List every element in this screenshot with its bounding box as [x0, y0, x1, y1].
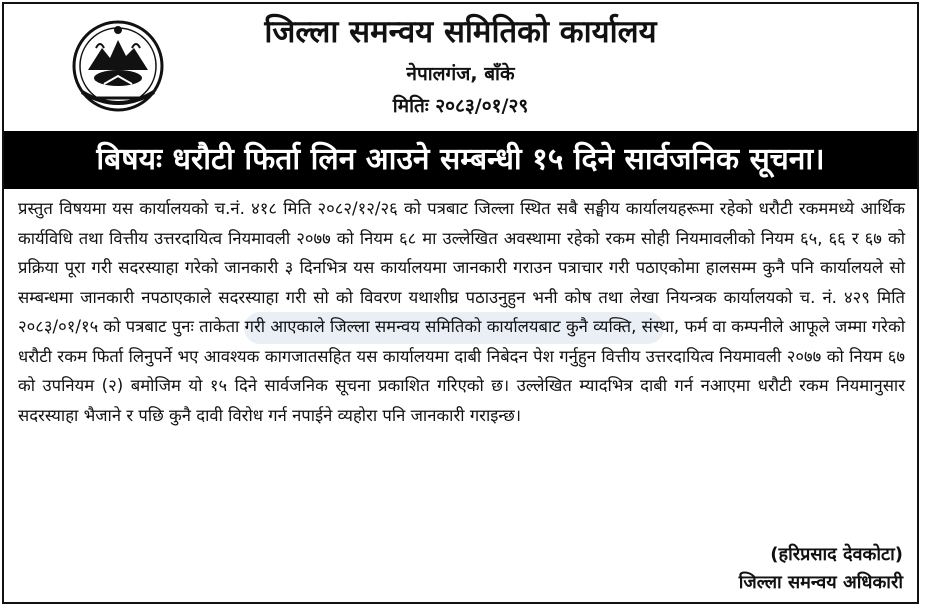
signatory-title: जिल्ला समन्वय अधिकारी — [738, 572, 903, 593]
office-title: जिल्ला समन्वय समितिको कार्यालय — [264, 14, 657, 50]
notice-header — [4, 4, 917, 130]
notice-date: मितिः २०८३/०१/२९ — [392, 95, 529, 117]
office-location: नेपालगंज, बाँके — [406, 63, 515, 85]
notice-body: प्रस्तुत विषयमा यस कार्यालयको च.नं. ४१८ मिति २०८२/१२/२६ को पत्रबाट जिल्ला स्थित सबै सङ्घीय कार्यालयहरूमा रहेको धरौटी रकममध्ये आर्थिक कार्यविधि तथा वित्तीय उत्तरदायित्व नियमावली २०७७ को नियम ६८ मा उल्लेखित अवस्थामा रहेको रकम सोही नियमावलीको नियम ६५, ६६ र ६७ को प्रक्रिया पूरा गरी सदरस्याहा गरेको जानकारी ३ दिनभित्र यस कार्यालयमा जानकारी गराउन पत्राचार गरी पठाएकोमा हालसम्म कुनै पनि कार्यालयले सो सम्बन्धमा जानकारी नपठाएकाले सदरस्याहा गरी सो को विवरण यथाशीघ्र पठाउनुहुन भनी कोष तथा लेखा नियन्त्रक कार्यालयको च. नं. ४२९ मिति २०८३/०१/१५ को पत्रबाट पुनः ताकेता गरी आएकाले जिल्ला समन्वय समितिको कार्यालयबाट कुनै व्यक्ति, संस्था, फर्म वा कम्पनीले आफूले जम्मा गरेको धरौटी रकम फिर्ता लिनुपर्ने भए आवश्यक कागजातसहित यस कार्यालयमा दाबी निबेदन पेश गर्नुहुन वित्तीय उत्तरदायित्व नियमावली २०७७ को नियम ६७ को उपनियम (२) बमोजिम यो १५ दिने सार्वजनिक सूचना प्रकाशित गरिएको छ। उल्लेखित म्यादभित्र दाबी गर्न नआएमा धरौटी रकम नियमानुसार सदरस्याहा भैजाने र पछि कुनै दावी विरोध गर्न नपाईने व्यहोरा पनि जानकारी गराइन्छ। — [18, 199, 905, 425]
notice-frame — [2, 2, 919, 604]
subject-heading: बिषयः धरौटी फिर्ता लिन आउने सम्बन्धी १५ दिने सार्वजनिक सूचना। — [4, 131, 917, 189]
signatory-name: (हरिप्रसाद देवकोटा) — [770, 544, 903, 565]
